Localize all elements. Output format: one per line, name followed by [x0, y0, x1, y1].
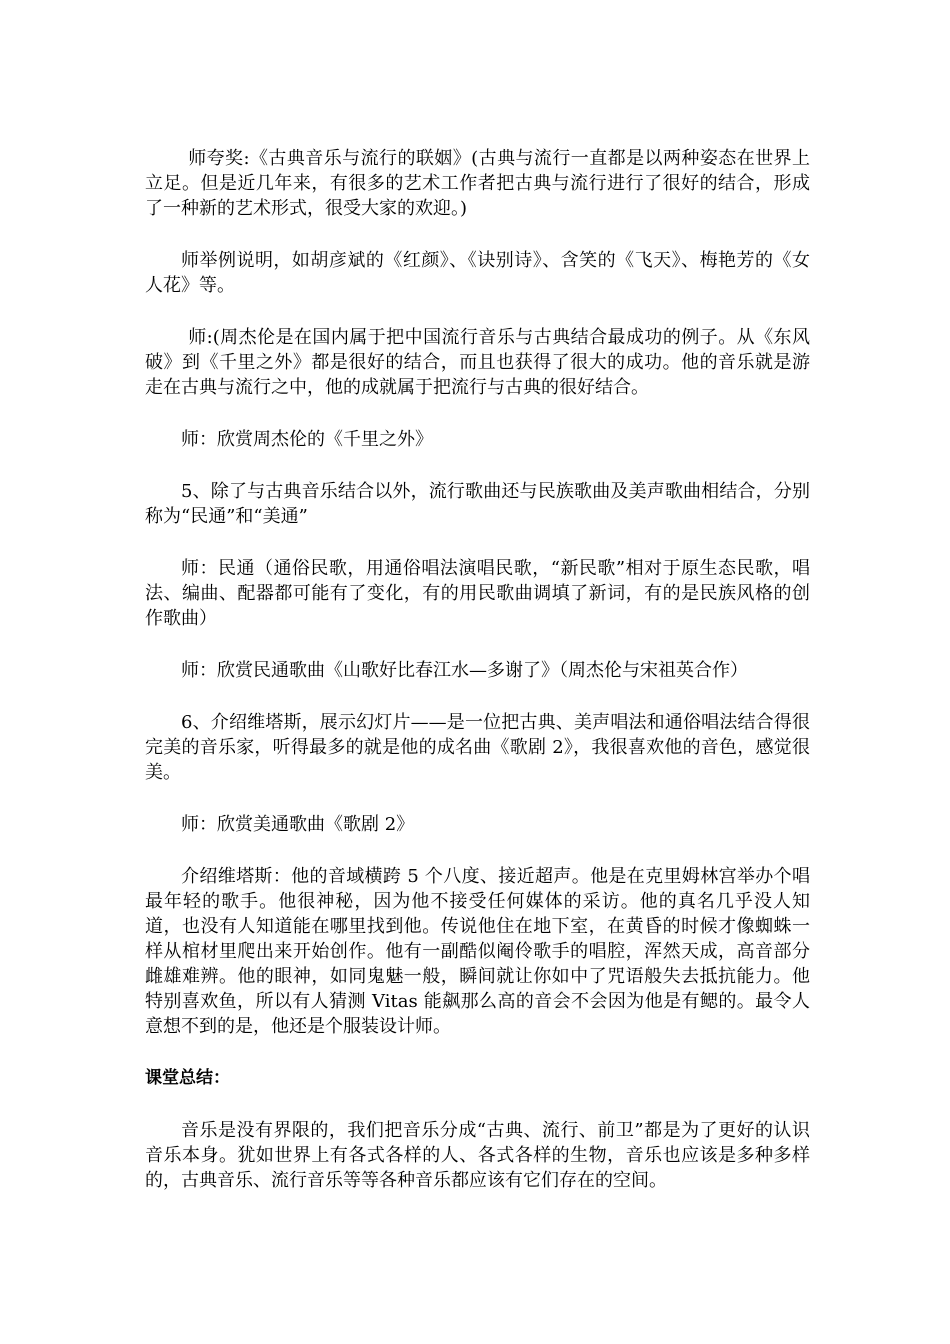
summary-heading: 课堂总结：: [145, 1068, 230, 1088]
paragraph-listen-qianli: 师：欣赏周杰伦的《千里之外》: [181, 429, 433, 450]
paragraph-jay-chou: 师:(周杰伦是在国内属于把中国流行音乐与古典结合最成功的例子。从《东风破》到《千里之外》都是很好的结合，而且也获得了很大的成功。他的音乐就是游走在古典与流行之中，他的成就属于把流行与古典的很好结合。: [145, 327, 810, 398]
paragraph-examples: 师举例说明，如胡彦斌的《红颜》、《诀别诗》、含笑的《飞天》、梅艳芳的《女人花》等。: [145, 250, 810, 296]
summary-paragraph: 音乐是没有界限的，我们把音乐分成“古典、流行、前卫”都是为了更好的认识音乐本身。犹如世界上有各式各样的人、各式各样的生物，音乐也应该是多种多样的，古典音乐、流行音乐等等各种音乐都应该有它们存在的空间。: [145, 1120, 810, 1191]
paragraph-section-5: 5、除了与古典音乐结合以外，流行歌曲还与民族歌曲及美声歌曲相结合，分别称为“民通”和“美通”: [145, 481, 810, 527]
paragraph-listen-mintong: 师：欣赏民通歌曲《山歌好比春江水—多谢了》（周杰伦与宋祖英合作）: [181, 660, 748, 681]
paragraph-section-6: 6、介绍维塔斯，展示幻灯片——是一位把古典、美声唱法和通俗唱法结合得很完美的音乐家，听得最多的就是他的成名曲《歌剧 2》，我很喜欢他的音色，感觉很美。: [145, 712, 810, 783]
paragraph-teacher-praise: 师夸奖:《古典音乐与流行的联姻》(古典与流行一直都是以两种姿态在世界上立足。但是近几年来，有很多的艺术工作者把古典与流行进行了很好的结合，形成了一种新的艺术形式，很受大家的欢迎。): [145, 148, 810, 219]
paragraph-mintong: 师：民通（通俗民歌，用通俗唱法演唱民歌，“新民歌”相对于原生态民歌，唱法、编曲、配器都可能有了变化，有的用民歌曲调填了新词，有的是民族风格的创作歌曲）: [145, 558, 810, 629]
paragraph-vitas-intro: 介绍维塔斯：他的音域横跨 5 个八度、接近超声。他是在克里姆林宫举办个唱最年轻的歌手。他很神秘，因为他不接受任何媒体的采访。他的真名几乎没人知道，也没有人知道能在哪里找到他。传说他住在地下室，在黄昏的时候才像蜘蛛一样从棺材里爬出来开始创作。他有一副酷似阉伶歌手的唱腔，浑然天成，高音部分雌雄难辨。他的眼神，如同鬼魅一般，瞬间就让你如中了咒语般失去抵抗能力。他特别喜欢鱼，所以有人猜测 Vitas 能飙那么高的音会不会因为他是有鳃的。最令人意想不到的是，他还是个服装设计师。: [145, 866, 810, 1037]
document-body: [145, 146, 810, 1220]
paragraph-listen-opera2: 师：欣赏美通歌曲《歌剧 2》: [181, 814, 415, 835]
